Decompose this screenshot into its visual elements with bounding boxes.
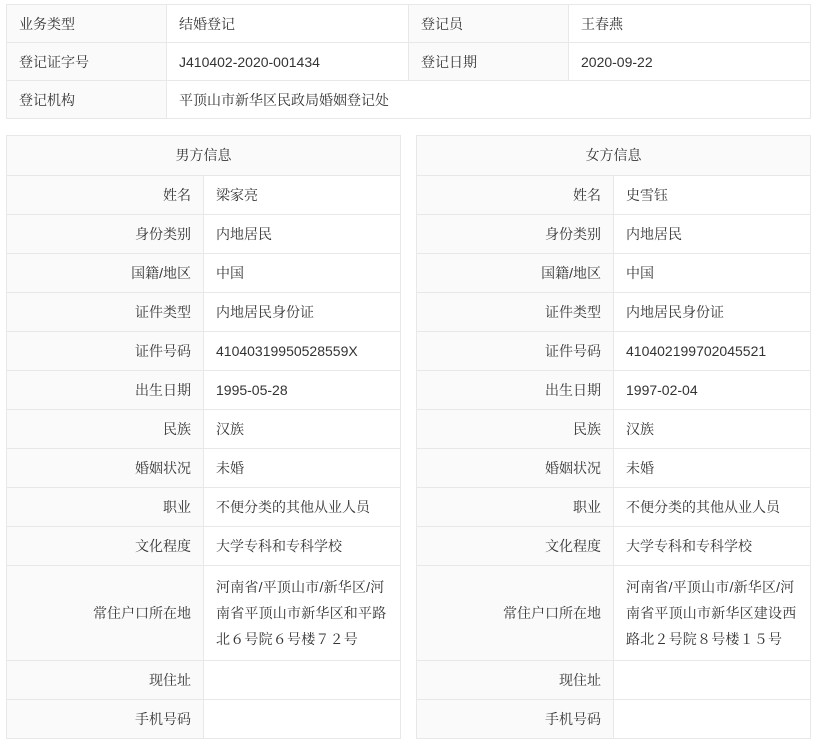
female-education-value: 大学专科和专科学校 [614, 527, 811, 566]
table-row [417, 293, 811, 332]
male-name-label: 姓名 [7, 176, 204, 215]
female-info-table [416, 135, 811, 739]
male-id-type-label: 证件类型 [7, 293, 204, 332]
female-nationality-value: 中国 [614, 254, 811, 293]
registration-org-value: 平顶山市新华区民政局婚姻登记处 [167, 81, 811, 119]
male-name-value: 梁家亮 [204, 176, 401, 215]
male-household-address-label: 常住户口所在地 [7, 566, 204, 661]
registrar-value: 王春燕 [569, 5, 811, 43]
female-household-address-label: 常住户口所在地 [417, 566, 614, 661]
male-nationality-value: 中国 [204, 254, 401, 293]
female-occupation-label: 职业 [417, 488, 614, 527]
female-phone-label: 手机号码 [417, 700, 614, 739]
table-row [417, 566, 811, 661]
male-panel-title: 男方信息 [7, 136, 401, 176]
male-ethnicity-value: 汉族 [204, 410, 401, 449]
table-row [7, 410, 401, 449]
registration-summary-table [6, 4, 811, 119]
female-birthdate-label: 出生日期 [417, 371, 614, 410]
certificate-number-label: 登记证字号 [7, 43, 167, 81]
table-row [7, 136, 401, 176]
table-row [7, 661, 401, 700]
table-row [7, 43, 811, 81]
female-current-address-value [614, 661, 811, 700]
male-occupation-value: 不便分类的其他从业人员 [204, 488, 401, 527]
table-row [7, 488, 401, 527]
table-row [417, 332, 811, 371]
registration-org-label: 登记机构 [7, 81, 167, 119]
table-row [7, 332, 401, 371]
female-phone-value [614, 700, 811, 739]
registration-date-value: 2020-09-22 [569, 43, 811, 81]
table-row [7, 5, 811, 43]
table-row [7, 293, 401, 332]
male-ethnicity-label: 民族 [7, 410, 204, 449]
table-row [417, 661, 811, 700]
female-identity-type-label: 身份类别 [417, 215, 614, 254]
male-marital-status-value: 未婚 [204, 449, 401, 488]
table-row [7, 700, 401, 739]
male-birthdate-value: 1995-05-28 [204, 371, 401, 410]
male-occupation-label: 职业 [7, 488, 204, 527]
table-row [7, 176, 401, 215]
table-row [417, 371, 811, 410]
registration-date-label: 登记日期 [409, 43, 569, 81]
certificate-number-value: J410402-2020-001434 [167, 43, 409, 81]
table-row [7, 449, 401, 488]
female-name-value: 史雪钰 [614, 176, 811, 215]
table-row [417, 488, 811, 527]
registrar-label: 登记员 [409, 5, 569, 43]
male-birthdate-label: 出生日期 [7, 371, 204, 410]
male-id-number-value: 41040319950528559X [204, 332, 401, 371]
male-current-address-label: 现住址 [7, 661, 204, 700]
table-row [417, 254, 811, 293]
male-phone-label: 手机号码 [7, 700, 204, 739]
female-panel-title: 女方信息 [417, 136, 811, 176]
female-marital-status-value: 未婚 [614, 449, 811, 488]
female-nationality-label: 国籍/地区 [417, 254, 614, 293]
female-id-number-value: 410402199702045521 [614, 332, 811, 371]
female-ethnicity-label: 民族 [417, 410, 614, 449]
male-info-table [6, 135, 401, 739]
table-row [7, 566, 401, 661]
table-row [417, 136, 811, 176]
female-occupation-value: 不便分类的其他从业人员 [614, 488, 811, 527]
person-panels [6, 135, 811, 739]
table-row [7, 527, 401, 566]
female-ethnicity-value: 汉族 [614, 410, 811, 449]
marriage-registration-record [0, 4, 817, 739]
table-row [417, 700, 811, 739]
business-type-label: 业务类型 [7, 5, 167, 43]
female-education-label: 文化程度 [417, 527, 614, 566]
male-phone-value [204, 700, 401, 739]
male-education-label: 文化程度 [7, 527, 204, 566]
table-row [7, 371, 401, 410]
male-identity-type-value: 内地居民 [204, 215, 401, 254]
female-birthdate-value: 1997-02-04 [614, 371, 811, 410]
male-current-address-value [204, 661, 401, 700]
male-marital-status-label: 婚姻状况 [7, 449, 204, 488]
female-name-label: 姓名 [417, 176, 614, 215]
table-row [417, 410, 811, 449]
female-current-address-label: 现住址 [417, 661, 614, 700]
table-row [7, 215, 401, 254]
female-info-panel [416, 135, 811, 739]
female-id-type-label: 证件类型 [417, 293, 614, 332]
female-id-type-value: 内地居民身份证 [614, 293, 811, 332]
female-id-number-label: 证件号码 [417, 332, 614, 371]
table-row [7, 81, 811, 119]
business-type-value: 结婚登记 [167, 5, 409, 43]
male-id-number-label: 证件号码 [7, 332, 204, 371]
table-row [417, 527, 811, 566]
female-identity-type-value: 内地居民 [614, 215, 811, 254]
female-marital-status-label: 婚姻状况 [417, 449, 614, 488]
male-nationality-label: 国籍/地区 [7, 254, 204, 293]
male-info-panel [6, 135, 401, 739]
male-identity-type-label: 身份类别 [7, 215, 204, 254]
table-row [7, 254, 401, 293]
table-row [417, 215, 811, 254]
male-household-address-value: 河南省/平顶山市/新华区/河南省平顶山市新华区和平路北６号院６号楼７２号 [204, 566, 401, 661]
male-id-type-value: 内地居民身份证 [204, 293, 401, 332]
male-education-value: 大学专科和专科学校 [204, 527, 401, 566]
female-household-address-value: 河南省/平顶山市/新华区/河南省平顶山市新华区建设西路北２号院８号楼１５号 [614, 566, 811, 661]
table-row [417, 449, 811, 488]
table-row [417, 176, 811, 215]
